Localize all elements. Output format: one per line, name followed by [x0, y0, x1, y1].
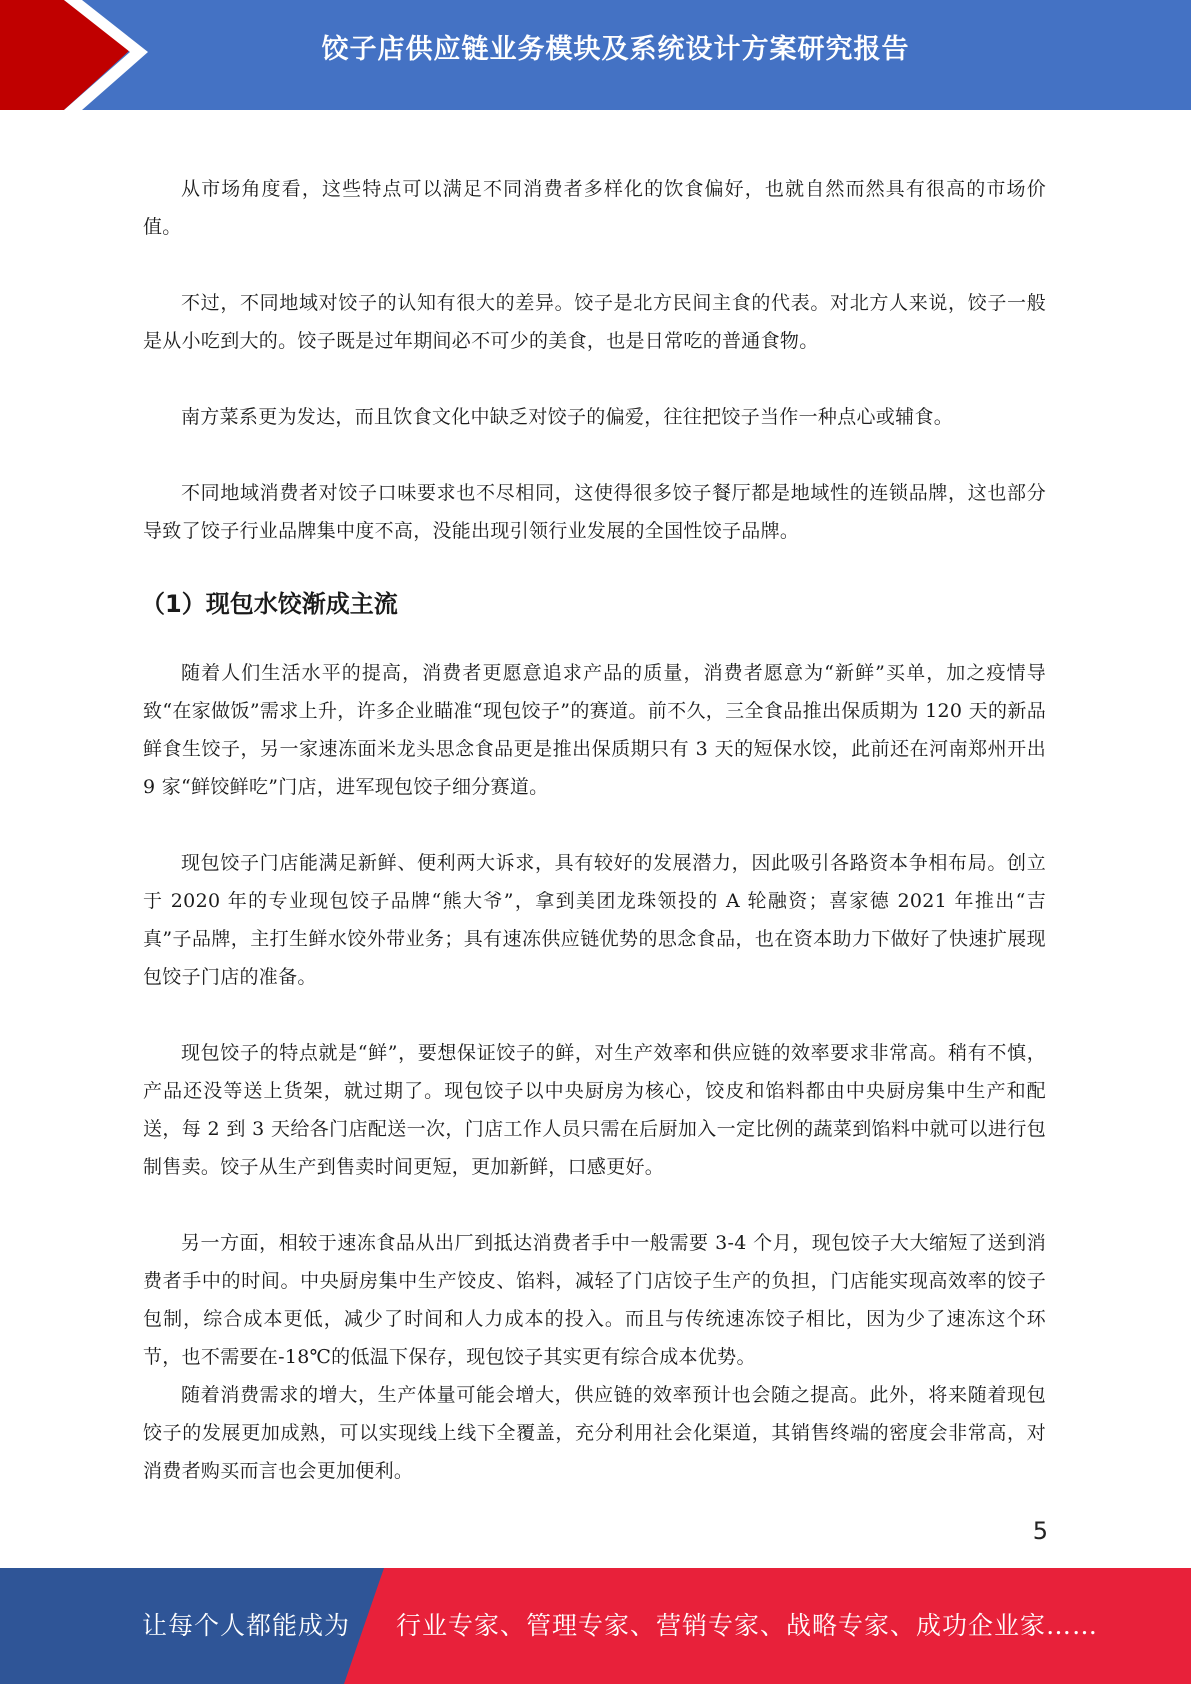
paragraph: 不同地域消费者对饺子口味要求也不尽相同，这使得很多饺子餐厅都是地域性的连锁品牌，这也部分导致了饺子行业品牌集中度不高，没能出现引领行业发展的全国性饺子品牌。	[143, 482, 1046, 542]
document-title: 饺子店供应链业务模块及系统设计方案研究报告	[321, 34, 910, 65]
page-footer	[0, 1568, 1191, 1684]
paragraph: 不过，不同地域对饺子的认知有很大的差异。饺子是北方民间主食的代表。对北方人来说，饺子一般是从小吃到大的。饺子既是过年期间必不可少的美食，也是日常吃的普通食物。	[143, 292, 1046, 352]
paragraph: 现包饺子的特点就是“鲜”，要想保证饺子的鲜，对生产效率和供应链的效率要求非常高。稍有不慎，产品还没等送上货架，就过期了。现包饺子以中央厨房为核心，饺皮和馅料都由中央厨房集中生产和配送，每 2 到 3 天给各门店配送一次，门店工作人员只需在后厨加入一定比例的蔬菜到馅料中就可以进行包制售卖。饺子从生产到售卖时间更短，更加新鲜，口感更好。	[143, 1042, 1046, 1178]
page-number: 5	[1032, 1517, 1048, 1545]
paragraph: 随着人们生活水平的提高，消费者更愿意追求产品的质量，消费者愿意为“新鲜”买单，加之疫情导致“在家做饭”需求上升，许多企业瞄准“现包饺子”的赛道。前不久，三全食品推出保质期为 120 天的新品鲜食生饺子，另一家速冻面米龙头思念食品更是推出保质期只有 3 天的短保水饺，此前还在河南郑州开出 9 家“鲜饺鲜吃”门店，进军现包饺子细分赛道。	[143, 662, 1046, 798]
paragraph: 随着消费需求的增大，生产体量可能会增大，供应链的效率预计也会随之提高。此外，将来随着现包饺子的发展更加成熟，可以实现线上线下全覆盖，充分利用社会化渠道，其销售终端的密度会非常高，对消费者购买而言也会更加便利。	[143, 1384, 1046, 1482]
page-content	[143, 170, 1046, 1490]
paragraph: 从市场角度看，这些特点可以满足不同消费者多样化的饮食偏好，也就自然而然具有很高的市场价值。	[143, 178, 1046, 238]
footer-slogan-right: 行业专家、管理专家、营销专家、战略专家、成功企业家……	[396, 1611, 1099, 1640]
paragraph: 现包饺子门店能满足新鲜、便利两大诉求，具有较好的发展潜力，因此吸引各路资本争相布局。创立于 2020 年的专业现包饺子品牌“熊大爷”，拿到美团龙珠领投的 A 轮融资；喜家德 2021 年推出“吉真”子品牌，主打生鲜水饺外带业务；具有速冻供应链优势的思念食品，也在资本助力下做好了快速扩展现包饺子门店的准备。	[143, 852, 1046, 988]
paragraph: 南方菜系更为发达，而且饮食文化中缺乏对饺子的偏爱，往往把饺子当作一种点心或辅食。	[181, 406, 954, 428]
footer-slogan-left: 让每个人都能成为	[142, 1611, 351, 1640]
paragraph: 另一方面，相较于速冻食品从出厂到抵达消费者手中一般需要 3-4 个月，现包饺子大大缩短了送到消费者手中的时间。中央厨房集中生产饺皮、馅料，减轻了门店饺子生产的负担，门店能实现高效率的饺子包制，综合成本更低，减少了时间和人力成本的投入。而且与传统速冻饺子相比，因为少了速冻这个环节，也不需要在-18℃的低温下保存，现包饺子其实更有综合成本优势。	[143, 1232, 1046, 1368]
page-header	[0, 0, 1191, 110]
section-heading: （1）现包水饺渐成主流	[141, 590, 398, 618]
